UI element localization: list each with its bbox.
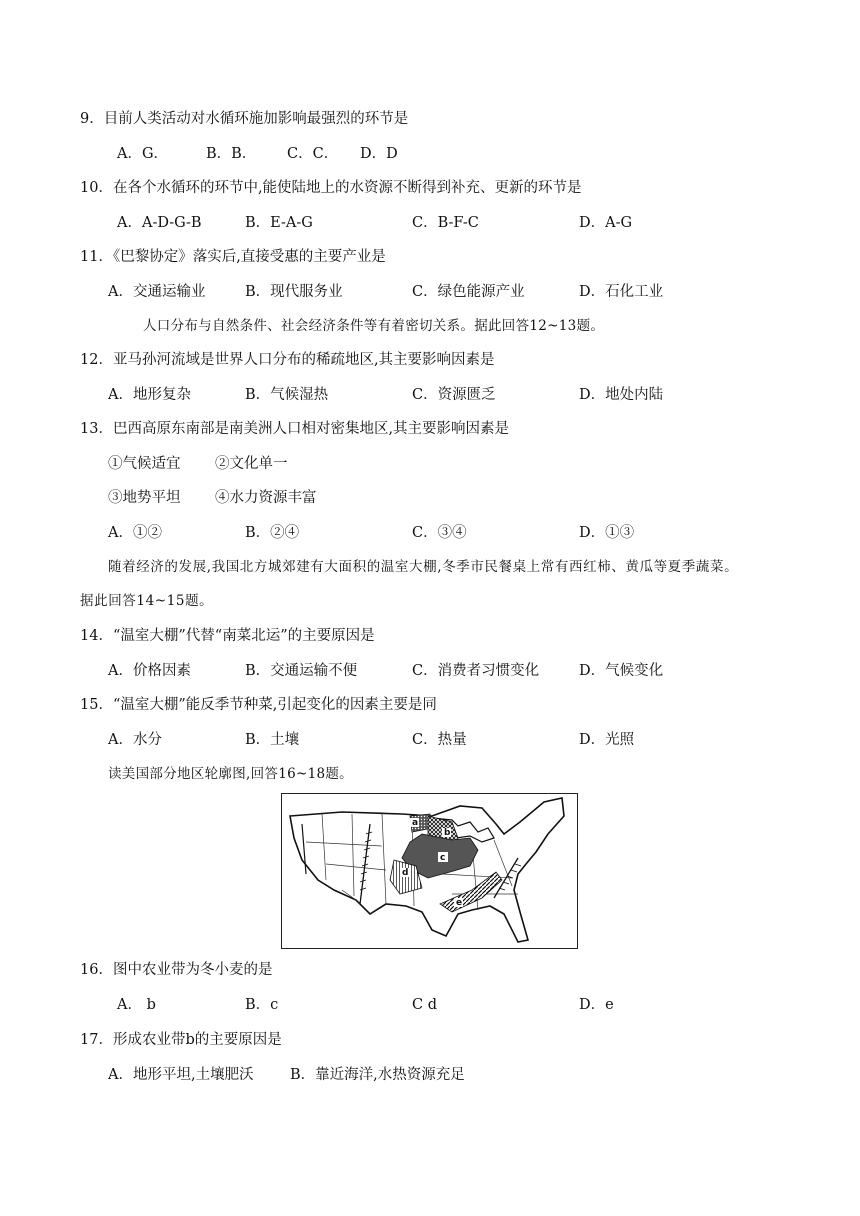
q12-option-a: A．地形复杂 (108, 387, 191, 403)
q11-option-c: C．绿色能源产业 (412, 284, 525, 300)
q15-option-d: D．光照 (579, 732, 635, 748)
q14-option-c: C．消费者习惯变化 (412, 663, 540, 679)
q10-option-d: D．A-G (579, 215, 633, 231)
q15-option-b: B．土壤 (245, 732, 300, 748)
q17-option-a: A．地形平坦,土壤肥沃 (108, 1067, 254, 1083)
q9-option-c: C．C． (287, 146, 339, 162)
q13-option-c: C．③④ (412, 525, 467, 541)
q15-option-a: A．水分 (108, 732, 162, 748)
q17-stem: 17．形成农业带b的主要原因是 (80, 1032, 282, 1048)
map-label-d: d (402, 868, 409, 878)
q16-option-d: D．e (579, 997, 614, 1013)
q13-option-a: A．①② (108, 525, 162, 541)
passage-16-18: 读美国部分地区轮廓图,回答16~18题。 (108, 766, 353, 782)
q11-option-d: D．石化工业 (579, 284, 664, 300)
q13-choice-2: ②文化单一 (215, 456, 288, 472)
q12-option-d: D．地处内陆 (579, 387, 664, 403)
q9-stem: 9．目前人类活动对水循环施加影响最强烈的环节是 (80, 111, 409, 127)
q14-option-a: A．价格因素 (108, 663, 191, 679)
q11-stem: 11．《巴黎协定》落实后,直接受惠的主要产业是 (80, 249, 386, 265)
q10-option-a: A．A-D-G-B (117, 215, 202, 231)
q13-stem: 13．巴西高原东南部是南美洲人口相对密集地区,其主要影响因素是 (80, 421, 510, 437)
q13-choice-1: ①气候适宜 (108, 456, 181, 472)
q12-stem: 12．亚马孙河流域是世界人口分布的稀疏地区,其主要影响因素是 (80, 352, 495, 368)
q9-option-d: D．D (360, 146, 398, 162)
q13-option-b: B．②④ (245, 525, 300, 541)
q14-option-d: D．气候变化 (579, 663, 664, 679)
q16-option-c: C d (412, 997, 437, 1013)
q11-option-a: A．交通运输业 (108, 284, 206, 300)
passage-14-15-line2: 据此回答14~15题。 (80, 593, 214, 609)
q16-option-b: B．c (245, 997, 279, 1013)
q12-option-b: B．气候湿热 (245, 387, 329, 403)
q9-option-a: A．G． (117, 146, 169, 162)
map-label-a: a (412, 818, 419, 828)
region-e (440, 872, 502, 912)
q13-option-d: D．①③ (579, 525, 635, 541)
q15-option-c: C．热量 (412, 732, 467, 748)
q10-option-b: B．E-A-G (245, 215, 313, 231)
q13-choice-3: ③地势平坦 (108, 490, 181, 506)
q11-option-b: B．现代服务业 (245, 284, 343, 300)
q14-stem: 14．“温室大棚”代替“南菜北运”的主要原因是 (80, 628, 375, 644)
map-figure (282, 794, 578, 949)
q10-stem: 10．在各个水循环的环节中,能使陆地上的水资源不断得到补充、更新的环节是 (80, 180, 582, 196)
q13-choice-4: ④水力资源丰富 (215, 490, 317, 506)
q12-option-c: C．资源匮乏 (412, 387, 496, 403)
map-label-b: b (444, 828, 451, 838)
map-label-e: e (456, 898, 463, 908)
q10-option-c: C．B-F-C (412, 215, 479, 231)
passage-12-13: 人口分布与自然条件、社会经济条件等有着密切关系。据此回答12~13题。 (143, 318, 605, 334)
q9-option-b: B．B． (206, 146, 257, 162)
passage-14-15-line1: 随着经济的发展,我国北方城郊建有大面积的温室大棚,冬季市民餐桌上常有西红柿、黄瓜等夏季蔬菜。 (108, 559, 739, 575)
q16-option-a: A． b (117, 997, 156, 1013)
map-label-c: c (440, 853, 446, 863)
q16-stem: 16．图中农业带为冬小麦的是 (80, 962, 273, 978)
q15-stem: 15．“温室大棚”能反季节种菜,引起变化的因素主要是同 (80, 697, 437, 713)
q14-option-b: B．交通运输不便 (245, 663, 358, 679)
q17-option-b: B．靠近海洋,水热资源充足 (290, 1067, 465, 1083)
usa-agriculture-map (281, 793, 578, 949)
